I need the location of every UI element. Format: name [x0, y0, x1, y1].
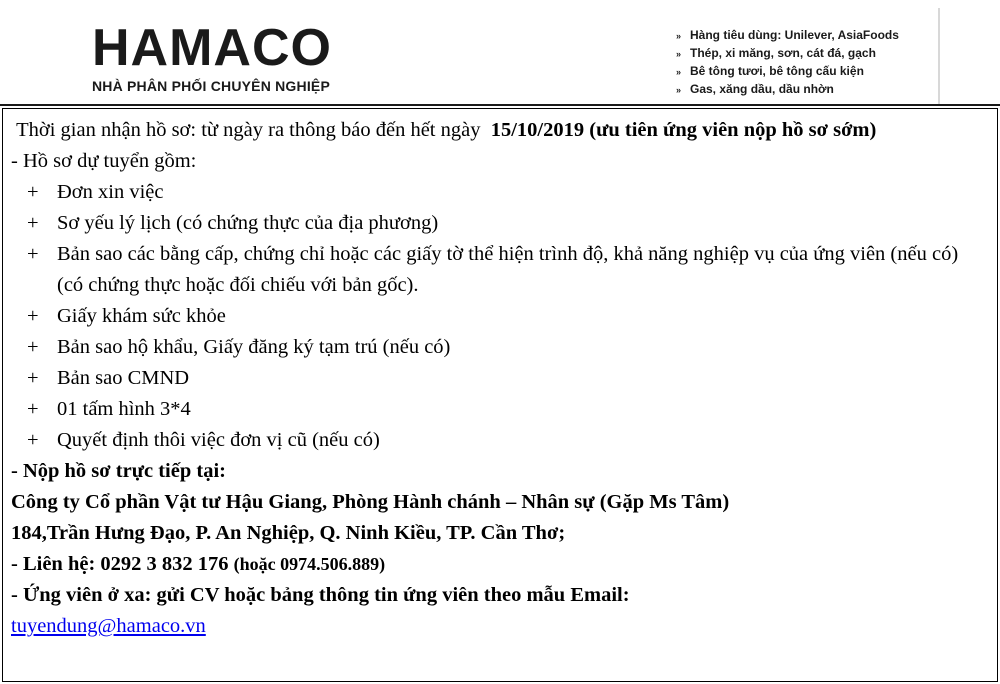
document-label: Bản sao CMND	[57, 367, 190, 389]
submit-heading-text: - Nộp hồ sơ trực tiếp tại:	[11, 460, 226, 482]
document-item	[11, 239, 989, 301]
letterhead	[0, 0, 1000, 108]
documents-heading: - Hồ sơ dự tuyển gồm:	[11, 150, 197, 172]
product-list	[676, 26, 899, 98]
document-item	[11, 332, 989, 363]
bullet-plus: +	[27, 305, 39, 327]
product-item	[676, 62, 899, 80]
contact-line	[11, 549, 989, 580]
bullet-plus: +	[27, 398, 39, 420]
document-item	[11, 177, 989, 208]
product-label: Bê tông tươi, bê tông cấu kiện	[690, 64, 864, 78]
contact-phone: - Liên hệ: 0292 3 832 176	[11, 553, 229, 575]
document-label: Bản sao các bằng cấp, chứng chỉ hoặc các giấy tờ thể hiện trình độ, khả năng nghiệp vụ của ứng viên (nếu có) (có chứng thực hoặc đối chiếu với bản gốc).	[57, 243, 959, 296]
company-name	[11, 487, 989, 518]
bullet-plus: +	[27, 429, 39, 451]
document-label: Sơ yếu lý lịch (có chứng thực của địa phương)	[57, 212, 439, 234]
deadline-note: (ưu tiên ứng viên nộp hồ sơ sớm)	[589, 119, 877, 141]
email-link[interactable]: tuyendung@hamaco.vn	[11, 615, 206, 637]
company-name-text: Công ty Cổ phần Vật tư Hậu Giang, Phòng Hành chánh – Nhân sự (Gặp Ms Tâm)	[11, 491, 730, 513]
company-address	[11, 518, 989, 549]
document-item	[11, 363, 989, 394]
bullet-plus: +	[27, 212, 39, 234]
document-label: Bản sao hộ khẩu, Giấy đăng ký tạm trú (nếu có)	[57, 336, 451, 358]
product-item	[676, 80, 899, 98]
header-divider-vertical	[938, 8, 940, 106]
deadline-line	[11, 115, 989, 146]
bullet-plus: +	[27, 243, 39, 265]
deadline-date: 15/10/2019	[490, 119, 585, 141]
double-arrow-icon: »	[676, 49, 682, 59]
product-item	[676, 44, 899, 62]
bullet-plus: +	[27, 336, 39, 358]
remote-applicant-text: - Ứng viên ở xa: gửi CV hoặc bảng thông tin ứng viên theo mẫu Email:	[11, 584, 630, 606]
document-item	[11, 301, 989, 332]
double-arrow-icon: »	[676, 85, 682, 95]
document-item	[11, 394, 989, 425]
submit-heading	[11, 456, 989, 487]
contact-alt-phone: (hoặc 0974.506.889)	[233, 554, 386, 574]
document-label: 01 tấm hình 3*4	[57, 398, 191, 420]
product-label: Hàng tiêu dùng: Unilever, AsiaFoods	[690, 28, 899, 42]
double-arrow-icon: »	[676, 31, 682, 41]
deadline-prefix: Thời gian nhận hồ sơ: từ ngày ra thông báo đến hết ngày	[16, 119, 481, 141]
product-item	[676, 26, 899, 44]
document-item	[11, 208, 989, 239]
header-divider	[0, 104, 1000, 106]
bullet-plus: +	[27, 367, 39, 389]
document-label: Giấy khám sức khỏe	[57, 305, 226, 327]
document-label: Quyết định thôi việc đơn vị cũ (nếu có)	[57, 429, 380, 451]
product-label: Thép, xi măng, sơn, cát đá, gạch	[690, 46, 876, 60]
notice-body	[2, 108, 998, 682]
document-label: Đơn xin việc	[57, 181, 164, 203]
company-address-text: 184,Trần Hưng Đạo, P. An Nghiệp, Q. Ninh Kiều, TP. Cần Thơ;	[11, 522, 566, 544]
brand-logo: HAMACO	[92, 19, 332, 77]
double-arrow-icon: »	[676, 67, 682, 77]
brand-tagline: NHÀ PHÂN PHỐI CHUYÊN NGHIỆP	[92, 78, 330, 94]
remote-applicant-line	[11, 580, 989, 611]
document-item	[11, 425, 989, 456]
product-label: Gas, xăng dầu, dầu nhờn	[690, 82, 834, 96]
bullet-plus: +	[27, 181, 39, 203]
email-line	[11, 611, 989, 642]
